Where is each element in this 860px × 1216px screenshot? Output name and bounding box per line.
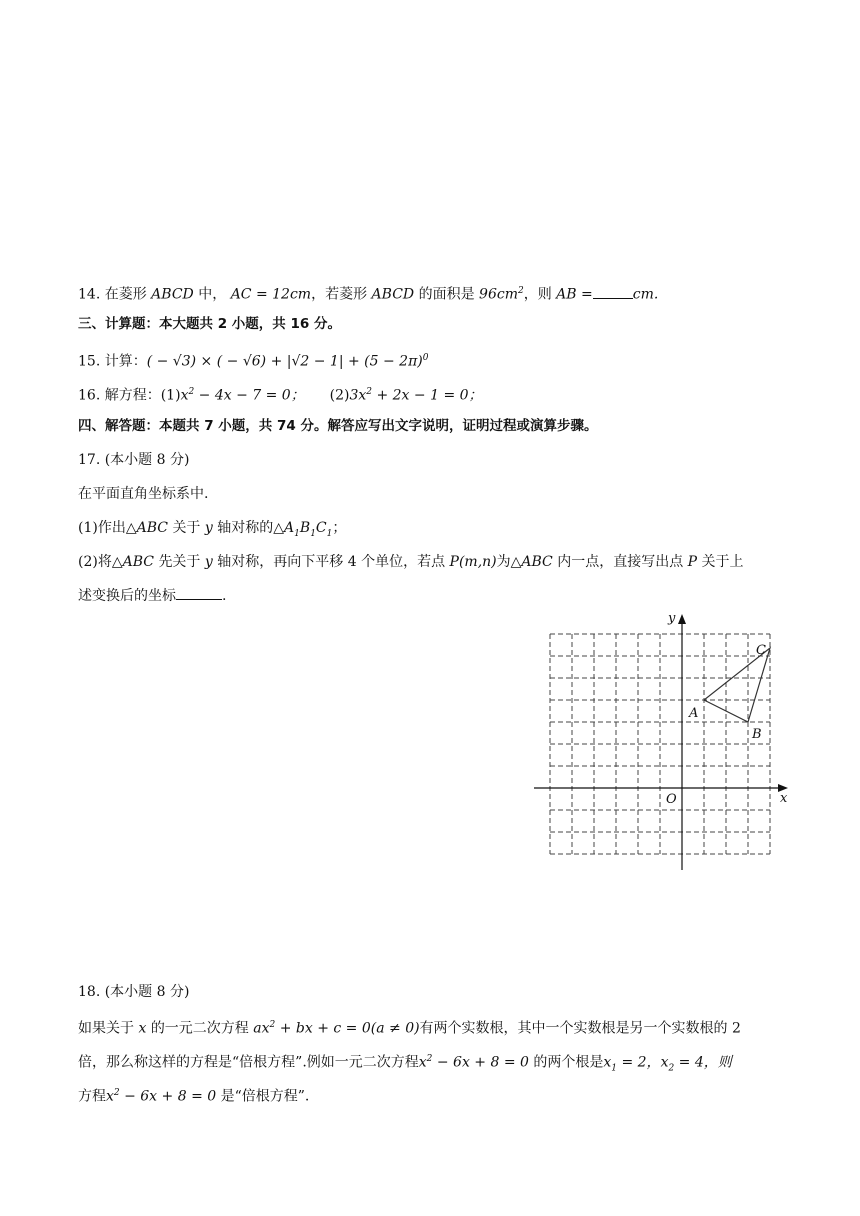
q14-number: 14. (78, 286, 101, 303)
q14-text: 在菱形 (104, 286, 147, 303)
q15-number: 15. (78, 353, 101, 370)
q17-triangle: △ABC (111, 554, 154, 570)
q17-triangle1: △A (273, 520, 295, 536)
grid-lines (550, 634, 770, 854)
y-axis-label: y (668, 611, 676, 626)
q18-line2 (78, 1049, 732, 1078)
origin-label: O (666, 792, 677, 807)
q16-part1-rest: − 4x − 7 = 0； (194, 387, 305, 404)
q18-x2: x (660, 1054, 669, 1071)
q17-y: y (204, 520, 213, 536)
q17-text: 轴对称，再向下平移 4 个单位，若点 (217, 554, 446, 570)
q17-text: . (222, 588, 227, 604)
answer-blank[interactable] (176, 585, 222, 600)
q17-sub: 1 (310, 528, 316, 539)
q14-area-exp: 2 (517, 286, 524, 296)
q18-sub1: 1 (611, 1063, 618, 1074)
q17-sub: 1 (294, 528, 300, 539)
q16-part1-num: (1) (160, 387, 181, 404)
q17-part2 (78, 552, 744, 572)
q18-eq2: x (106, 1088, 114, 1105)
q17-part2-line2 (78, 585, 226, 606)
q17-text: 为 (496, 554, 511, 570)
q14-ab: AB = (556, 286, 593, 303)
q18-eq2-rest: − 6x + 8 = 0 (432, 1054, 529, 1071)
q18-x2-rest: = 4，则 (674, 1054, 732, 1071)
q17-intro: 在平面直角坐标系中. (78, 486, 209, 502)
answer-blank[interactable] (593, 284, 633, 299)
q18-line3 (78, 1083, 309, 1107)
point-c-label: C (756, 643, 766, 658)
q16-part2-rest: + 2x − 1 = 0； (372, 387, 483, 404)
q14-text: ，则 (523, 286, 552, 303)
q17-text: 轴对称的 (217, 520, 274, 536)
x-axis-label: x (780, 791, 788, 806)
q16-sq: 2 (188, 387, 195, 397)
coordinate-grid-figure (530, 606, 795, 878)
q18-eq2-rest: − 6x + 8 = 0 (119, 1088, 217, 1105)
q16-sq: 2 (366, 387, 373, 397)
q16-part1: x (180, 387, 189, 404)
section-3-heading: 三、计算题：本大题共 2 小题，共 16 分。 (78, 316, 341, 332)
q17-text: 关于 (172, 520, 201, 536)
point-b-label: B (752, 727, 762, 742)
q17-text: 内一点，直接写出点 (557, 554, 684, 570)
q18-sq: 2 (426, 1054, 433, 1064)
q18-x: x (138, 1020, 147, 1037)
q14-ac: AC = 12cm (230, 286, 312, 303)
q17-c1: C (315, 520, 327, 536)
q17-triangle: △ABC (125, 520, 168, 536)
q18-header: 18. (本小题 8 分) (78, 984, 190, 1000)
q18-text: 倍，那么称这样的方程是“倍根方程”.例如一元二次方程 (78, 1054, 419, 1071)
q17-p: P (687, 554, 698, 570)
question-16 (78, 382, 483, 406)
q18-sq: 2 (269, 1020, 276, 1030)
q14-abcd: ABCD (151, 286, 194, 303)
q18-x1-rest: = 2， (617, 1054, 661, 1071)
q17-text: 关于上 (701, 554, 744, 570)
q18-text: 是“倍根方程”. (220, 1088, 310, 1105)
q14-text: ，若菱形 (311, 286, 368, 303)
q18-x1: x (603, 1054, 612, 1071)
q18-text: 的一元二次方程 (150, 1020, 249, 1037)
question-15 (78, 348, 428, 372)
question-14 (78, 281, 658, 305)
q17-sub: 1 (326, 528, 333, 539)
q18-text: 有两个实数根，其中一个实数根是另一个实数根的 2 (419, 1020, 741, 1037)
q18-text: 如果关于 (78, 1020, 134, 1037)
q14-text: 的面积是 (418, 286, 475, 303)
coordinate-grid-svg (530, 606, 795, 874)
q17-text: 述变换后的坐标 (78, 588, 176, 604)
q17-point-p: P(m,n) (449, 554, 497, 570)
q17-y: y (204, 554, 213, 570)
point-a-label: A (689, 706, 699, 721)
section-4-heading: 四、解答题：本题共 7 小题，共 74 分。解答应写出文字说明，证明过程或演算步骤。 (78, 418, 598, 434)
q17-part1 (78, 518, 346, 544)
y-axis-arrow-icon (678, 614, 686, 624)
q18-sub2: 2 (668, 1063, 675, 1074)
q17-text: ； (332, 520, 347, 536)
q17-text: (2)将 (78, 554, 112, 570)
q18-sq: 2 (113, 1088, 120, 1098)
q14-unit: cm. (632, 286, 659, 303)
q17-text: 先关于 (158, 554, 201, 570)
q15-label: 计算： (104, 353, 147, 370)
q14-text: 中， (198, 286, 227, 303)
q17-header: 17. (本小题 8 分) (78, 452, 190, 468)
q15-expression: ( − √3) × ( − √6) + |√2 − 1| + (5 − 2π) (146, 353, 423, 370)
q18-eq: ax (253, 1020, 270, 1037)
triangle-abc (704, 648, 770, 722)
q17-b1: B (299, 520, 311, 536)
q16-part2-num: (2) (329, 387, 350, 404)
q15-exp: 0 (422, 353, 429, 363)
q17-text: (1)作出 (78, 520, 126, 536)
q16-part2: 3x (349, 387, 367, 404)
q14-abcd: ABCD (371, 286, 415, 303)
q16-label: 解方程： (104, 387, 161, 404)
q18-line1 (78, 1015, 741, 1039)
q18-eq2: x (418, 1054, 427, 1071)
q18-text: 方程 (78, 1088, 106, 1105)
q17-triangle: △ABC (510, 554, 553, 570)
q18-eq-rest: + bx + c = 0(a ≠ 0) (275, 1020, 420, 1037)
q16-number: 16. (78, 387, 101, 404)
q14-area: 96cm (479, 286, 518, 303)
q18-text: 的两个根是 (533, 1054, 604, 1071)
